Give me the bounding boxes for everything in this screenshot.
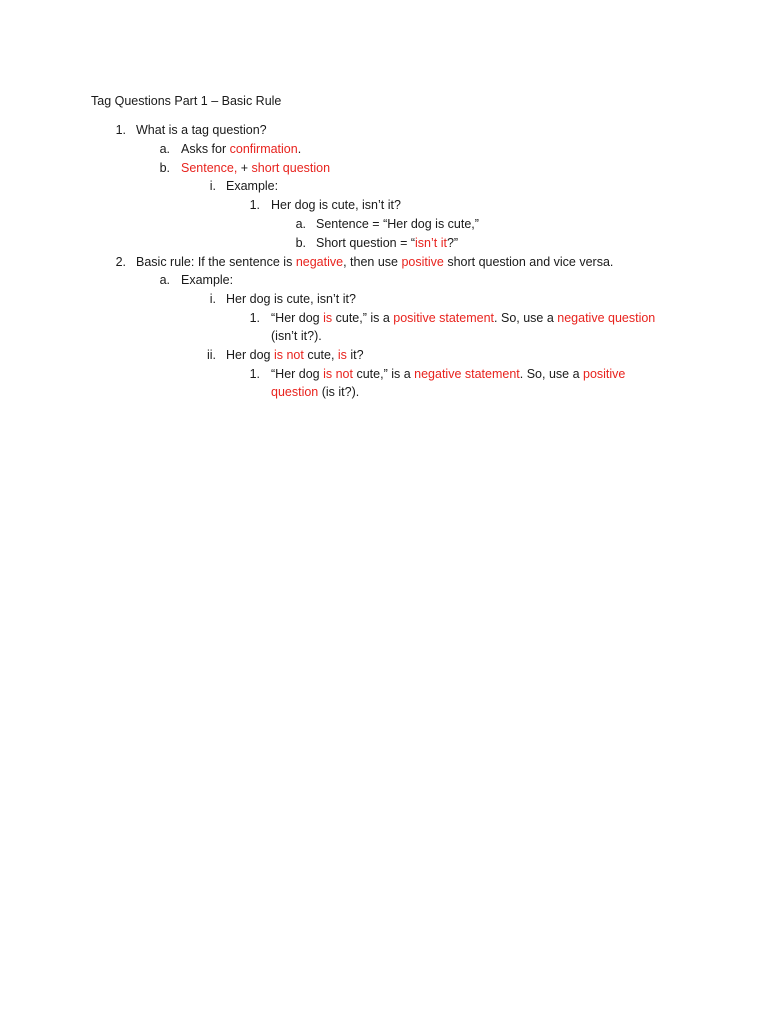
highlighted-text: confirmation [229, 142, 298, 156]
list-marker: 2. [115, 255, 126, 269]
text-segment: Short question = “ [316, 236, 416, 250]
highlighted-text: is not [323, 367, 353, 381]
text-segment: Sentence = “Her dog is cute,” [316, 217, 479, 231]
list-marker: a. [159, 142, 170, 156]
list-marker: a. [295, 217, 306, 231]
text-segment: . So, use a [519, 367, 583, 381]
list-item [226, 177, 278, 196]
text-segment: Example: [181, 273, 234, 287]
text-segment: . So, use a [494, 311, 558, 325]
text-segment: Example: [226, 179, 279, 193]
highlighted-text: is [337, 348, 347, 362]
list-marker: 1. [249, 198, 260, 212]
text-segment: , then use [343, 255, 402, 269]
list-item [271, 365, 625, 384]
list-marker: ii. [206, 348, 216, 362]
list-marker: 1. [249, 311, 260, 325]
text-segment: (isn’t it?). [271, 329, 322, 343]
document-title: Tag Questions Part 1 – Basic Rule [91, 94, 282, 108]
list-marker: 1. [249, 367, 260, 381]
highlighted-text: short question [251, 161, 331, 175]
highlighted-text: question [271, 385, 319, 399]
text-segment: . [297, 142, 302, 156]
list-item [271, 196, 401, 215]
list-item [226, 290, 356, 309]
list-item [316, 215, 479, 234]
text-segment: Her dog is cute, isn’t it? [226, 292, 356, 306]
text-segment: short question and vice versa. [443, 255, 614, 269]
text-segment: it? [346, 348, 364, 362]
highlighted-text: negative statement [414, 367, 520, 381]
text-segment: ?” [446, 236, 459, 250]
list-item [181, 159, 330, 178]
list-marker: b. [295, 236, 306, 250]
list-item [271, 309, 655, 328]
text-segment: What is a tag question? [136, 123, 267, 137]
list-marker: i. [209, 292, 216, 306]
highlighted-text: is not [273, 348, 304, 362]
text-segment: Her dog is cute, isn’t it? [271, 198, 401, 212]
highlighted-text: negative question [557, 311, 656, 325]
list-marker: a. [159, 273, 170, 287]
highlighted-text: isn’t it [415, 236, 447, 250]
highlighted-text: is [323, 311, 333, 325]
text-segment: cute,” is a [332, 311, 394, 325]
highlighted-text: Sentence, [181, 161, 238, 175]
list-item [181, 140, 301, 159]
list-item [181, 271, 233, 290]
list-item [271, 383, 359, 402]
text-segment: Her dog [226, 348, 274, 362]
text-segment: cute,” is a [353, 367, 415, 381]
text-segment: “Her dog [271, 311, 324, 325]
text-segment: cute, [303, 348, 338, 362]
list-marker: i. [209, 179, 216, 193]
list-marker: 1. [115, 123, 126, 137]
text-segment: “Her dog [271, 367, 324, 381]
list-item [136, 253, 613, 272]
highlighted-text: positive statement [393, 311, 495, 325]
list-item [271, 327, 322, 346]
text-segment: + [237, 161, 252, 175]
text-segment: (is it?). [318, 385, 360, 399]
highlighted-text: positive [401, 255, 444, 269]
text-segment: Basic rule: If the sentence is [136, 255, 296, 269]
text-segment: Asks for [181, 142, 230, 156]
list-item [316, 234, 458, 253]
list-item [226, 346, 364, 365]
list-item [136, 121, 267, 140]
highlighted-text: positive [583, 367, 626, 381]
highlighted-text: negative [295, 255, 344, 269]
list-marker: b. [159, 161, 170, 175]
